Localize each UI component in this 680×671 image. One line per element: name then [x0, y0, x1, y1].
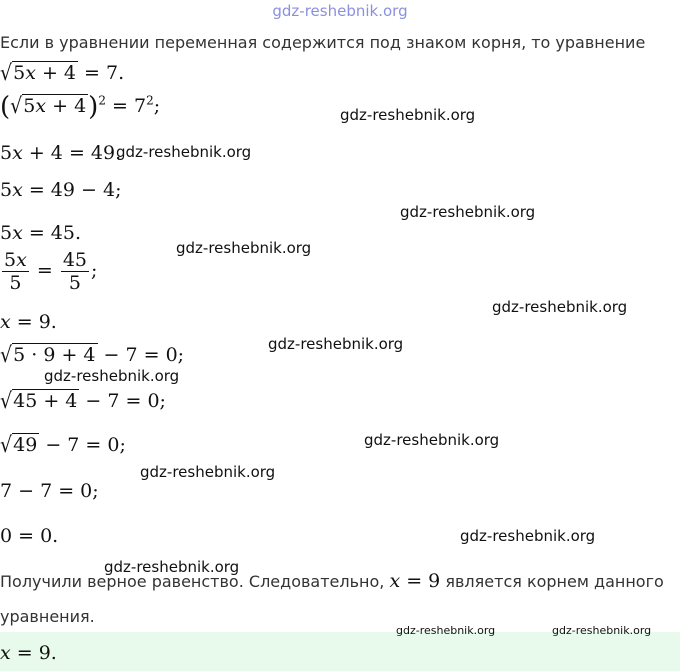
watermark: gdz-reshebnik.org	[104, 558, 240, 576]
step-2: $(√5x + 4)^2 = 7^2$;	[0, 92, 161, 122]
site-header-link[interactable]: gdz-reshebnik.org	[272, 2, 408, 20]
radical-1: √5x + 4	[0, 60, 77, 86]
watermark: gdz-reshebnik.org	[460, 527, 596, 545]
answer: x = 9.	[0, 642, 57, 664]
radical-2: √5x + 4	[10, 93, 87, 119]
watermark: gdz-reshebnik.org	[116, 143, 252, 161]
watermark: gdz-reshebnik.org	[44, 367, 180, 385]
step-4: 5x = 49 − 4;	[0, 179, 122, 201]
step-12: 0 = 0.	[0, 525, 59, 547]
watermark: gdz-reshebnik.org	[364, 431, 500, 449]
step-7: x = 9.	[0, 311, 57, 333]
step-3: 5x + 4 = 49.	[0, 142, 122, 164]
step-11: 7 − 7 = 0;	[0, 480, 99, 502]
fraction-right: $\frac{45}{5}$	[62, 249, 87, 294]
answer-box	[0, 632, 680, 671]
conclusion-line-2: уравнения.	[0, 607, 95, 626]
step-9: √45 + 4 − 7 = 0;	[0, 388, 166, 414]
watermark: gdz-reshebnik.org	[340, 106, 476, 124]
watermark: gdz-reshebnik.org	[176, 239, 312, 257]
watermark: gdz-reshebnik.org	[400, 203, 536, 221]
intro-text: Если в уравнении переменная содержится под знаком корня, то уравнение	[0, 33, 646, 52]
watermark: gdz-reshebnik.org	[140, 463, 276, 481]
radical-9: √45 + 4	[0, 388, 78, 414]
watermark: gdz-reshebnik.org	[552, 624, 652, 637]
step-1: √5x + 4 = 7.	[0, 60, 125, 86]
watermark: gdz-reshebnik.org	[396, 624, 496, 637]
step-8: √5 · 9 + 4 − 7 = 0;	[0, 342, 185, 368]
fraction-left: $\frac{5x}{5}$	[4, 249, 27, 294]
step-5: 5x = 45.	[0, 222, 82, 244]
step-6: $\frac{5x}{5}$ = $\frac{45}{5}$ ;	[4, 249, 98, 294]
conclusion-line-1: Получили верное равенство. Следовательно, x = 9 является корнем данного	[0, 570, 664, 592]
watermark: gdz-reshebnik.org	[492, 298, 628, 316]
watermark: gdz-reshebnik.org	[268, 335, 404, 353]
radical-8: √5 · 9 + 4	[0, 342, 96, 368]
radical-10: √49	[0, 432, 38, 458]
step-10: √49 − 7 = 0;	[0, 432, 126, 458]
